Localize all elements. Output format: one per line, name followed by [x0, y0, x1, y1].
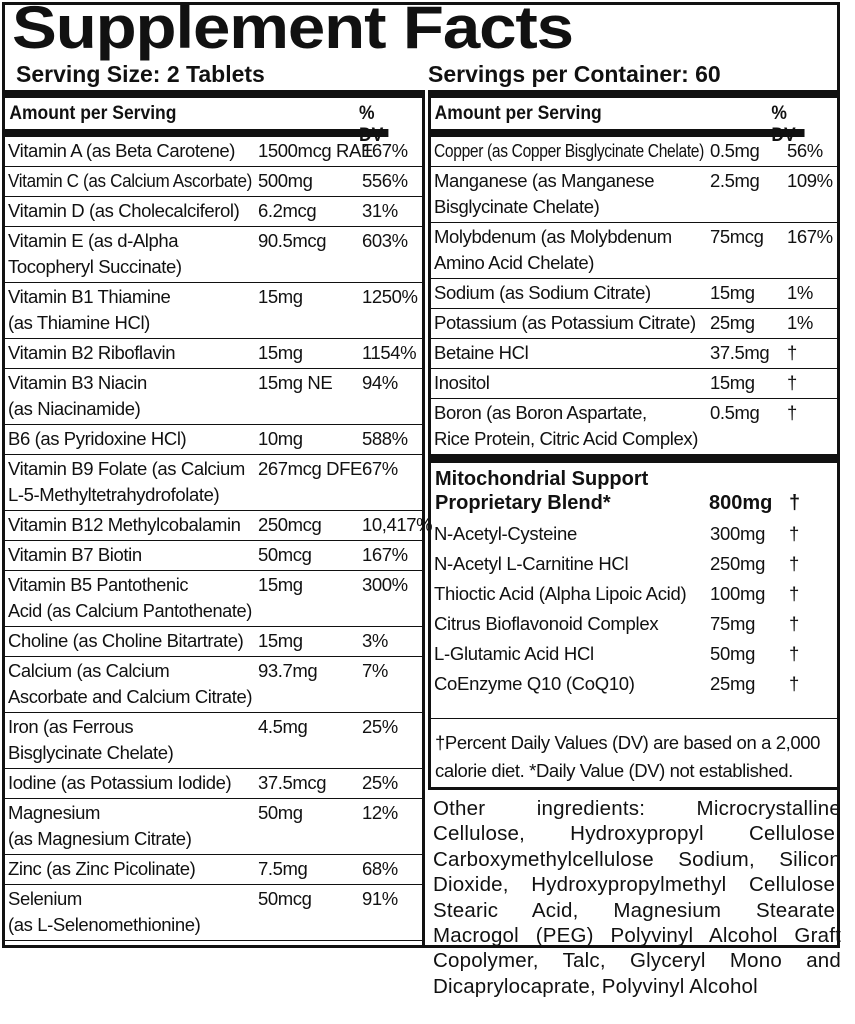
nutrient-dv: 1%: [787, 282, 813, 303]
nutrient-row: [2, 855, 422, 885]
nutrient-row: [431, 137, 837, 167]
nutrient-name: Vitamin C (as Calcium Ascorbate): [8, 170, 252, 191]
nutrient-dv: 67%: [362, 458, 398, 479]
nutrient-row: [2, 769, 422, 799]
blend-ingredient-row: [431, 579, 837, 609]
nutrient-dv: †: [787, 372, 797, 393]
panel-title: Supplement Facts: [12, 0, 573, 61]
nutrient-name: Vitamin A (as Beta Carotene): [8, 140, 236, 161]
nutrient-amount: 15mg: [710, 372, 755, 393]
nutrient-row: [431, 369, 837, 399]
nutrient-dv: 3%: [362, 630, 388, 651]
blend-ingredient-row: [431, 519, 837, 549]
nutrient-dv: 94%: [362, 372, 398, 393]
nutrient-dv: †: [789, 673, 799, 694]
nutrient-amount: 0.5mg: [710, 402, 760, 423]
nutrient-row: [2, 283, 422, 339]
blend-dv: †: [789, 492, 801, 514]
blend-ingredient-row: [431, 639, 837, 669]
nutrient-row: [431, 279, 837, 309]
nutrient-name: N-Acetyl-Cysteine: [434, 523, 577, 544]
blend-name: Mitochondrial Support Proprietary Blend*: [435, 468, 649, 514]
amount-header: Amount per Serving: [9, 103, 177, 124]
nutrient-dv: †: [787, 342, 797, 363]
nutrient-amount: 15mg NE: [258, 372, 333, 393]
nutrient-row: [2, 369, 422, 425]
nutrient-row: [2, 137, 422, 167]
nutrient-name: Zinc (as Zinc Picolinate): [8, 858, 196, 879]
nutrient-amount: 37.5mg: [710, 342, 770, 363]
nutrient-row: [2, 425, 422, 455]
nutrient-dv: 167%: [787, 226, 833, 247]
nutrient-amount: 75mg: [710, 613, 756, 634]
nutrient-amount: 25mg: [710, 312, 755, 333]
nutrient-dv: 1154%: [362, 342, 417, 363]
nutrient-name: Vitamin B12 Methylcobalamin: [8, 514, 241, 535]
nutrient-row: [2, 227, 422, 283]
nutrient-row: [2, 197, 422, 227]
left-table-header: [2, 98, 388, 146]
nutrient-amount: 1500mcg RAE: [258, 140, 373, 161]
nutrient-amount: 267mcg DFE: [258, 458, 362, 479]
blend-ingredient-row: [431, 609, 837, 639]
nutrient-name: L-Glutamic Acid HCl: [434, 643, 594, 664]
nutrient-dv: 300%: [362, 574, 408, 595]
nutrient-amount: 4.5mg: [258, 716, 308, 737]
nutrient-dv: 109%: [787, 170, 833, 191]
nutrient-name: Choline (as Choline Bitartrate): [8, 630, 244, 651]
nutrient-name: Inositol: [434, 372, 490, 393]
dv-header: % DV: [771, 103, 796, 146]
nutrient-name: Calcium (as Calcium Ascorbate and Calcium Citrate): [8, 660, 253, 707]
nutrient-name: Vitamin B9 Folate (as Calcium L-5-Methyltetrahydrofolate): [8, 458, 245, 505]
nutrient-dv: 56%: [787, 140, 823, 161]
nutrient-amount: 75mcg: [710, 226, 764, 247]
nutrient-dv: 12%: [362, 802, 398, 823]
nutrient-amount: 10mg: [258, 428, 303, 449]
nutrient-row: [2, 541, 422, 571]
nutrient-amount: 6.2mcg: [258, 200, 317, 221]
nutrient-row: [2, 657, 422, 713]
nutrient-name: Vitamin B5 Pantothenic Acid (as Calcium Pantothenate): [8, 574, 252, 621]
nutrient-row: [2, 627, 422, 657]
nutrient-name: Iodine (as Potassium Iodide): [8, 772, 232, 793]
nutrient-dv: †: [789, 583, 799, 604]
dv-header: % DV: [358, 103, 384, 146]
nutrient-row: [2, 455, 422, 511]
nutrient-dv: †: [789, 643, 799, 664]
nutrient-amount: 15mg: [258, 286, 303, 307]
nutrient-amount: 7.5mg: [258, 858, 308, 879]
nutrient-amount: 15mg: [710, 282, 755, 303]
nutrient-amount: 93.7mg: [258, 660, 318, 681]
nutrient-amount: 50mcg: [258, 888, 312, 909]
nutrient-name: CoEnzyme Q10 (CoQ10): [434, 673, 635, 694]
nutrient-name: Molybdenum (as Molybdenum Amino Acid Chelate): [434, 226, 672, 273]
nutrient-dv: 25%: [362, 716, 398, 737]
nutrient-dv: †: [789, 523, 799, 544]
nutrient-name: Betaine HCl: [434, 342, 529, 363]
nutrient-amount: 250mcg: [258, 514, 322, 535]
nutrient-amount: 100mg: [710, 583, 766, 604]
nutrient-row: [431, 339, 837, 369]
nutrient-name: Manganese (as Manganese Bisglycinate Chelate): [434, 170, 655, 217]
nutrient-amount: 500mg: [258, 170, 313, 191]
nutrient-name: Copper (as Copper Bisglycinate Chelate): [434, 140, 704, 161]
nutrient-amount: 50mg: [710, 643, 756, 664]
nutrient-row: [431, 223, 837, 279]
nutrient-name: Citrus Bioflavonoid Complex: [434, 613, 659, 634]
nutrient-row: [431, 399, 837, 455]
nutrient-dv: 167%: [362, 544, 408, 565]
nutrient-row: [2, 885, 422, 941]
nutrient-name: Boron (as Boron Aspartate, Rice Protein, Citric Acid Complex): [434, 402, 698, 449]
nutrient-dv: 91%: [362, 888, 398, 909]
nutrient-name: Vitamin B2 Riboflavin: [8, 342, 176, 363]
nutrient-dv: 603%: [362, 230, 408, 251]
nutrient-name: Potassium (as Potassium Citrate): [434, 312, 696, 333]
nutrient-row: [431, 167, 837, 223]
nutrient-dv: 556%: [362, 170, 408, 191]
nutrient-row: [2, 799, 422, 855]
nutrient-name: Selenium (as L-Selenomethionine): [8, 888, 201, 935]
left-nutrient-table: [2, 90, 433, 948]
nutrient-dv: 10,417%: [362, 514, 433, 535]
nutrient-amount: 300mg: [710, 523, 766, 544]
nutrient-name: Sodium (as Sodium Citrate): [434, 282, 651, 303]
nutrient-dv: 31%: [362, 200, 398, 221]
nutrient-dv: 1%: [787, 312, 813, 333]
right-nutrient-table: [428, 90, 840, 790]
nutrient-name: Vitamin B1 Thiamine (as Thiamine HCl): [8, 286, 171, 333]
nutrient-amount: 15mg: [258, 342, 303, 363]
nutrient-amount: 0.5mg: [710, 140, 760, 161]
nutrient-dv: †: [789, 553, 799, 574]
nutrient-amount: 50mg: [258, 802, 303, 823]
nutrient-dv: †: [787, 402, 797, 423]
blend-ingredient-row: [431, 549, 837, 579]
nutrient-name: Vitamin B3 Niacin (as Niacinamide): [8, 372, 147, 419]
nutrient-name: B6 (as Pyridoxine HCl): [8, 428, 187, 449]
nutrient-dv: †: [789, 613, 799, 634]
nutrient-name: N-Acetyl L-Carnitine HCl: [434, 553, 629, 574]
nutrient-amount: 2.5mg: [710, 170, 760, 191]
nutrient-row: [2, 571, 422, 627]
right-table-header: [431, 98, 805, 146]
nutrient-dv: 1250%: [362, 286, 418, 307]
nutrient-name: Vitamin E (as d-Alpha Tocopheryl Succinate): [8, 230, 182, 277]
nutrient-dv: 167%: [362, 140, 408, 161]
blend-ingredient-row: [431, 669, 837, 699]
proprietary-blend-header: [431, 455, 837, 519]
nutrient-name: Vitamin D (as Cholecalciferol): [8, 200, 240, 221]
nutrient-amount: 15mg: [258, 630, 303, 651]
nutrient-name: Vitamin B7 Biotin: [8, 544, 142, 565]
nutrient-dv: 68%: [362, 858, 398, 879]
nutrient-dv: 25%: [362, 772, 398, 793]
nutrient-row: [2, 713, 422, 769]
nutrient-amount: 50mcg: [258, 544, 312, 565]
nutrient-amount: 37.5mcg: [258, 772, 327, 793]
footnote: †Percent Daily Values (DV) are based on a 2,000 calorie diet. *Daily Value (DV) not established.: [431, 718, 837, 785]
nutrient-dv: 7%: [362, 660, 388, 681]
nutrient-amount: 250mg: [710, 553, 766, 574]
nutrient-amount: 25mg: [710, 673, 756, 694]
nutrient-name: Iron (as Ferrous Bisglycinate Chelate): [8, 716, 174, 763]
other-ingredients: Other ingredients: Microcrystalline Cellulose, Hydroxypropyl Cellulose, Carboxymethylcellulose Sodium, Silicon Dioxide, Hydroxypropylmethyl Cellulose, Stearic Acid, Magnesium Stearate, Macrogol (PEG) Polyvinyl Alcohol Graft Copolymer, Talc, Glyceryl Mono and Dicaprylocaprate, Polyvinyl Alcohol: [433, 797, 841, 998]
nutrient-amount: 90.5mcg: [258, 230, 327, 251]
nutrient-amount: 15mg: [258, 574, 303, 595]
nutrient-row: [431, 309, 837, 339]
blend-amount: 800mg: [709, 492, 773, 514]
amount-header: Amount per Serving: [434, 103, 602, 124]
nutrient-name: Thioctic Acid (Alpha Lipoic Acid): [434, 583, 687, 604]
servings-per-container: Servings per Container: 60: [428, 61, 721, 87]
serving-size: Serving Size: 2 Tablets: [16, 61, 265, 87]
nutrient-name: Magnesium (as Magnesium Citrate): [8, 802, 192, 849]
nutrient-dv: 588%: [362, 428, 408, 449]
nutrient-row: [2, 339, 422, 369]
nutrient-row: [2, 167, 422, 197]
nutrient-row: [2, 511, 433, 541]
